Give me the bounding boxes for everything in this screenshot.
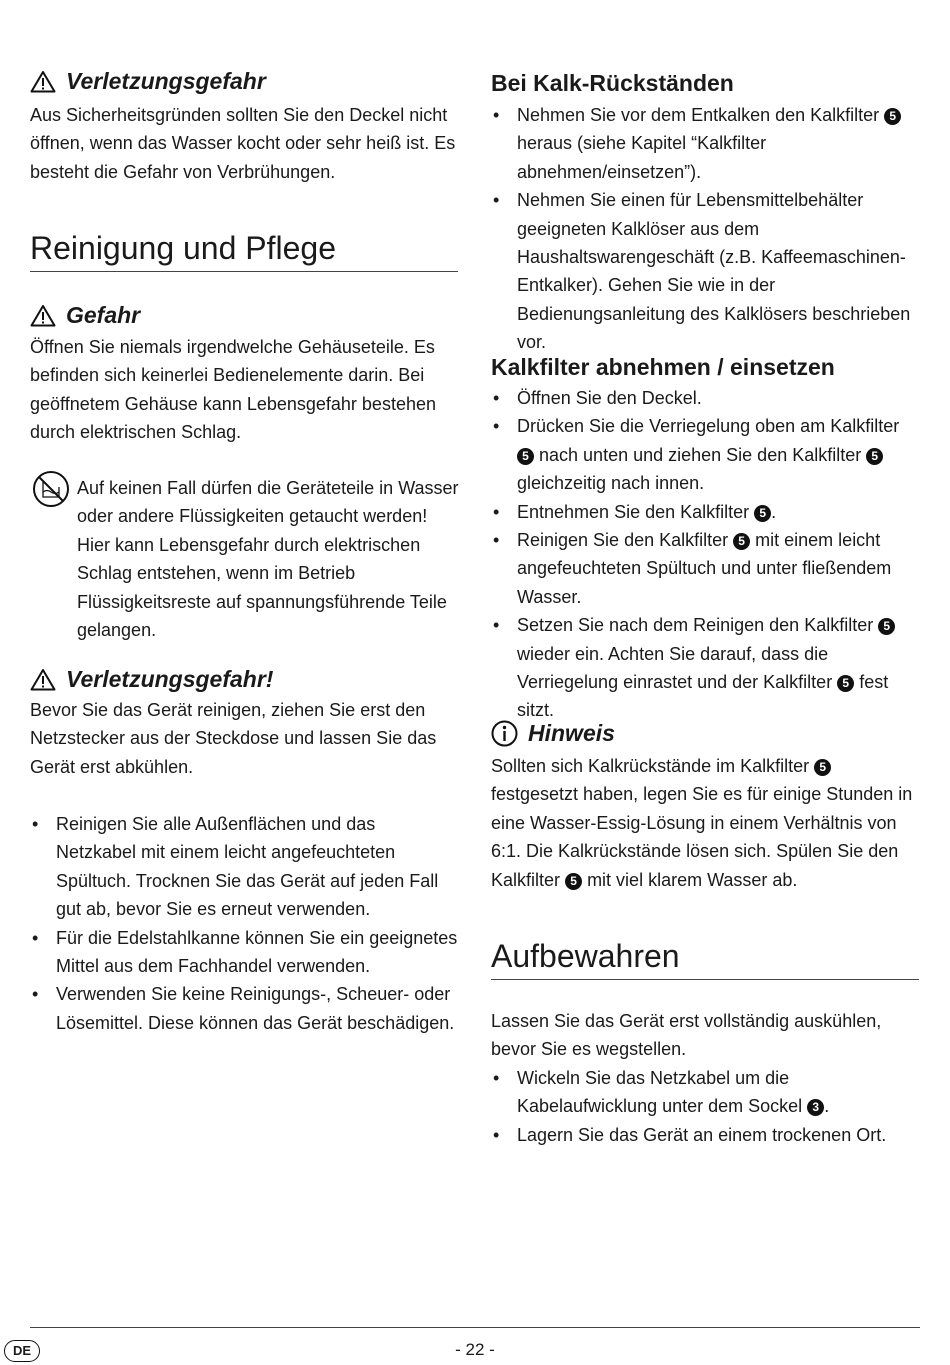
ref-base-badge: 3 (807, 1099, 824, 1116)
page-number: - 22 - (455, 1340, 495, 1359)
list-item: • Nehmen Sie vor dem Entkalken den Kalkfilter 5 heraus (siehe Kapitel “Kalkfilter abnehmen/einsetzen”). (491, 101, 921, 186)
no-immersion-icon (32, 470, 70, 508)
warning-heading-injury-2: Verletzungsgefahr! (30, 666, 273, 693)
list-item: • Reinigen Sie den Kalkfilter 5 mit einem leicht angefeuchteten Spültuch und unter fließendem Wasser. (491, 526, 921, 611)
storage-list (491, 1064, 921, 1149)
filter-list (491, 384, 921, 725)
section-title-storage: Aufbewahren (491, 938, 919, 980)
list-item: • Nehmen Sie einen für Lebensmittelbehälter geeigneten Kalklöser aus dem Haushaltswarengeschäft (z.B. Kaffeemaschinen-Entkalker). Gehen Sie wie in der Bedienungsanleitung des Kalklösers beschrieben vor. (491, 186, 921, 356)
list-item: • Für die Edelstahlkanne können Sie ein geeignetes Mittel aus dem Fachhandel verwenden. (30, 924, 460, 981)
ref-filter-badge: 5 (565, 873, 582, 890)
immersion-warning-text: Auf keinen Fall dürfen die Geräteteile in Wasser oder andere Flüssigkeiten getaucht werden! Hier kann Lebensgefahr durch elektrischen Schlag entstehen, wenn im Betrieb Flüssigkeitsreste auf spannungsführende Teile gelangen. (77, 478, 459, 641)
ref-filter-badge: 5 (517, 448, 534, 465)
list-item: • Lagern Sie das Gerät an einem trockenen Ort. (491, 1121, 921, 1149)
list-item: • Wickeln Sie das Netzkabel um die Kabelaufwicklung unter dem Sockel 3 . (491, 1064, 921, 1121)
warning-text-injury: Aus Sicherheitsgründen sollten Sie den Deckel nicht öffnen, wenn das Wasser kocht oder sehr heiß ist. Es besteht die Gefahr von Verbrühungen. (30, 105, 456, 182)
section-title-cleaning: Reinigung und Pflege (30, 230, 458, 272)
limescale-list (491, 101, 921, 357)
hint-heading: Hinweis (491, 720, 615, 747)
warning-triangle-icon (30, 304, 56, 327)
language-badge: DE (4, 1340, 40, 1362)
warning-heading-injury: Verletzungsgefahr (30, 68, 266, 95)
cleaning-list (30, 810, 460, 1037)
warning-triangle-icon (30, 70, 56, 93)
list-item: • Verwenden Sie keine Reinigungs-, Scheuer- oder Lösemittel. Diese können das Gerät beschädigen. (30, 980, 460, 1037)
ref-filter-badge: 5 (878, 618, 895, 635)
heading-limescale: Bei Kalk-Rückständen (491, 70, 734, 96)
list-item: • Setzen Sie nach dem Reinigen den Kalkfilter 5 wieder ein. Achten Sie darauf, dass die Verriegelung einrastet und der Kalkfilter 5 fest sitzt. (491, 611, 921, 725)
heading-filter-remove: Kalkfilter abnehmen / einsetzen (491, 354, 835, 380)
storage-intro: Lassen Sie das Gerät erst vollständig auskühlen, bevor Sie es wegstellen. (491, 1011, 882, 1060)
info-icon (491, 720, 518, 747)
ref-filter-badge: 5 (733, 533, 750, 550)
list-item: • Entnehmen Sie den Kalkfilter 5 . (491, 498, 921, 526)
list-item: • Reinigen Sie alle Außenflächen und das Netzkabel mit einem leicht angefeuchteten Spültuch. Trocknen Sie das Gerät auf jeden Fall gut ab, bevor Sie es erneut verwenden. (30, 810, 460, 924)
warning-text-danger: Öffnen Sie niemals irgendwelche Gehäuseteile. Es befinden sich keinerlei Bedienelemente darin. Bei geöffnetem Gehäuse kann Lebensgefahr bestehen durch elektrischen Schlag. (30, 337, 436, 443)
ref-filter-badge: 5 (866, 448, 883, 465)
footer-divider (30, 1327, 920, 1328)
warning-heading-danger: Gefahr (30, 302, 140, 329)
ref-filter-badge: 5 (837, 675, 854, 692)
ref-filter-badge: 5 (884, 108, 901, 125)
list-item: • Drücken Sie die Verriegelung oben am Kalkfilter 5 nach unten und ziehen Sie den Kalkfilter 5 gleichzeitig nach innen. (491, 412, 921, 497)
warning-text-injury-2: Bevor Sie das Gerät reinigen, ziehen Sie erst den Netzstecker aus der Steckdose und lassen Sie das Gerät erst abkühlen. (30, 700, 437, 777)
hint-text: Sollten sich Kalkrückstände im Kalkfilter 5 festgesetzt haben, legen Sie es für einige Stunden in eine Wasser-Essig-Lösung in einem Verhältnis von 6:1. Die Kalkrückstände lösen sich. Spülen Sie den Kalkfilter 5 mit viel klarem Wasser ab. (491, 756, 913, 890)
ref-filter-badge: 5 (754, 505, 771, 522)
warning-triangle-icon (30, 668, 56, 691)
ref-filter-badge: 5 (814, 759, 831, 776)
list-item: • Öffnen Sie den Deckel. (491, 384, 921, 412)
